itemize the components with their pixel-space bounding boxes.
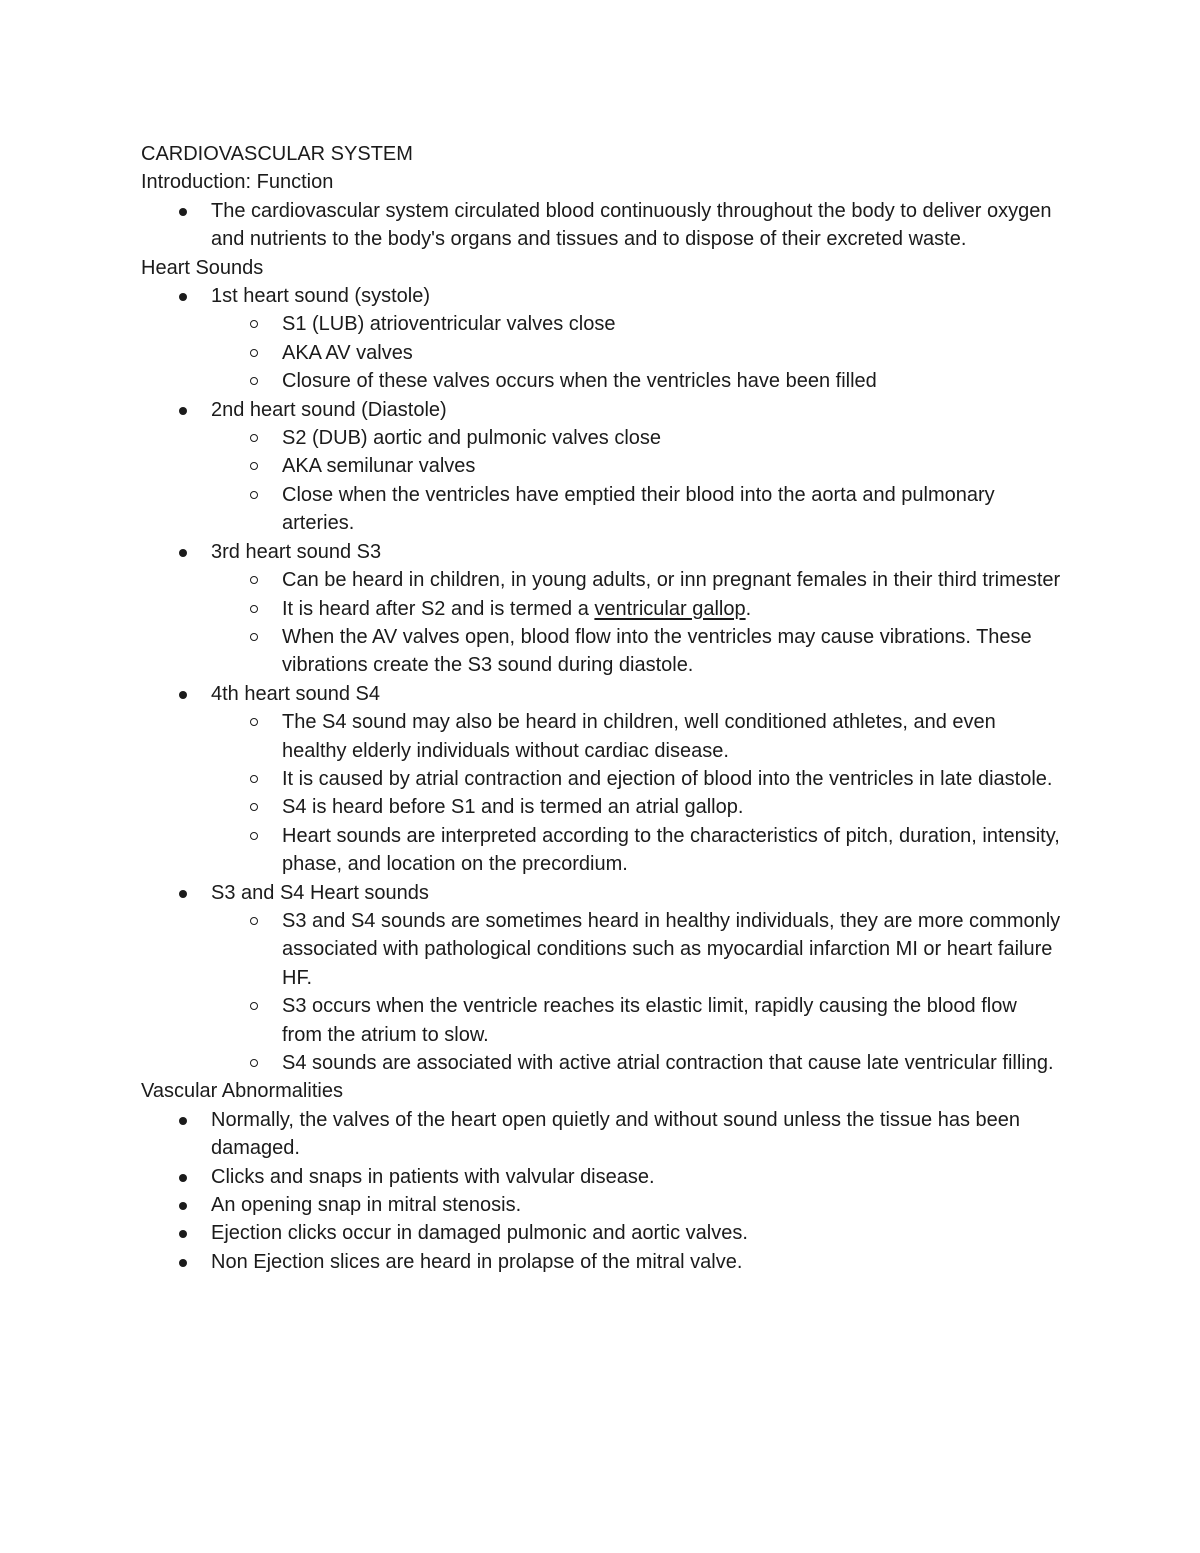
sublist-item: S3 occurs when the ventricle reaches its elastic limit, rapidly causing the blood flow from the atrium to slow. [141, 992, 1061, 1049]
sublist-wrap [141, 708, 1061, 878]
sublist-item: The S4 sound may also be heard in children, well conditioned athletes, and even healthy elderly individuals without cardiac disease. [141, 708, 1061, 765]
bullet-circle-icon [250, 775, 258, 783]
bullet-disc-icon [179, 549, 187, 557]
bullet-circle-icon [250, 605, 258, 613]
sublist-item: S3 and S4 sounds are sometimes heard in healthy individuals, they are more commonly associated with pathological conditions such as myocardial infarction MI or heart failure HF. [141, 907, 1061, 992]
sublist-item: AKA AV valves [141, 339, 1061, 367]
sublist-wrap [141, 310, 1061, 395]
bullet-disc-icon [179, 691, 187, 699]
bullet-disc-icon [179, 407, 187, 415]
sublist-item: S4 sounds are associated with active atrial contraction that cause late ventricular filling. [141, 1049, 1061, 1077]
sublist-item: Heart sounds are interpreted according to the characteristics of pitch, duration, intensity, phase, and location on the precordium. [141, 822, 1061, 879]
sublist-item: Can be heard in children, in young adults, or inn pregnant females in their third trimester [141, 566, 1061, 594]
bullet-disc-icon [179, 1117, 187, 1125]
list-item: 3rd heart sound S3 [141, 538, 1061, 566]
bullet-circle-icon [250, 377, 258, 385]
sublist-item: It is caused by atrial contraction and ejection of blood into the ventricles in late diastole. [141, 765, 1061, 793]
sublist-wrap [141, 907, 1061, 1077]
list-item: Non Ejection slices are heard in prolapse of the mitral valve. [141, 1248, 1061, 1276]
list-item: Ejection clicks occur in damaged pulmonic and aortic valves. [141, 1219, 1061, 1247]
bullet-circle-icon [250, 491, 258, 499]
bullet-disc-icon [179, 1259, 187, 1267]
bullet-circle-icon [250, 434, 258, 442]
list-item: 1st heart sound (systole) [141, 282, 1061, 310]
sublist-item: Closure of these valves occurs when the ventricles have been filled [141, 367, 1061, 395]
list-item: 4th heart sound S4 [141, 680, 1061, 708]
document-title: CARDIOVASCULAR SYSTEM [141, 143, 413, 165]
bullet-circle-icon [250, 917, 258, 925]
bullet-disc-icon [179, 1230, 187, 1238]
bullet-circle-icon [250, 349, 258, 357]
sublist [141, 310, 1061, 395]
bullet-circle-icon [250, 576, 258, 584]
sublist-item: When the AV valves open, blood flow into the ventricles may cause vibrations. These vibrations create the S3 sound during diastole. [141, 623, 1061, 680]
document-page [141, 140, 1061, 1276]
sublist-item: Close when the ventricles have emptied their blood into the aorta and pulmonary arteries. [141, 481, 1061, 538]
sublist-wrap [141, 566, 1061, 680]
vascular-heading: Vascular Abnormalities [141, 1080, 343, 1103]
vascular-list [141, 1106, 1061, 1276]
heart-sounds-heading: Heart Sounds [141, 256, 264, 279]
bullet-circle-icon [250, 832, 258, 840]
ventricular-gallop-term: ventricular gallop [594, 597, 746, 620]
heart-sounds-list [141, 282, 1061, 1077]
list-item: Clicks and snaps in patients with valvular disease. [141, 1163, 1061, 1191]
intro-heading: Introduction: Function [141, 171, 334, 194]
bullet-disc-icon [179, 293, 187, 301]
bullet-circle-icon [250, 633, 258, 641]
sublist-item: It is heard after S2 and is termed a ventricular gallop. [141, 595, 1061, 623]
sublist-item: S1 (LUB) atrioventricular valves close [141, 310, 1061, 338]
sublist-wrap [141, 424, 1061, 538]
bullet-circle-icon [250, 320, 258, 328]
sublist [141, 708, 1061, 878]
bullet-disc-icon [179, 208, 187, 216]
bullet-disc-icon [179, 1174, 187, 1182]
list-item: Normally, the valves of the heart open quietly and without sound unless the tissue has been damaged. [141, 1106, 1061, 1163]
list-item: An opening snap in mitral stenosis. [141, 1191, 1061, 1219]
bullet-circle-icon [250, 1002, 258, 1010]
bullet-disc-icon [179, 1202, 187, 1210]
sublist-item: AKA semilunar valves [141, 452, 1061, 480]
list-item: 2nd heart sound (Diastole) [141, 396, 1061, 424]
sublist [141, 424, 1061, 538]
list-item: The cardiovascular system circulated blood continuously throughout the body to deliver oxygen and nutrients to the body's organs and tissues and to dispose of their excreted waste. [141, 197, 1061, 254]
bullet-circle-icon [250, 718, 258, 726]
bullet-circle-icon [250, 803, 258, 811]
intro-list [141, 197, 1061, 254]
bullet-disc-icon [179, 890, 187, 898]
sublist [141, 566, 1061, 680]
sublist-item: S2 (DUB) aortic and pulmonic valves close [141, 424, 1061, 452]
bullet-circle-icon [250, 462, 258, 470]
list-item: S3 and S4 Heart sounds [141, 879, 1061, 907]
sublist-item: S4 is heard before S1 and is termed an atrial gallop. [141, 793, 1061, 821]
bullet-circle-icon [250, 1059, 258, 1067]
sublist [141, 907, 1061, 1077]
